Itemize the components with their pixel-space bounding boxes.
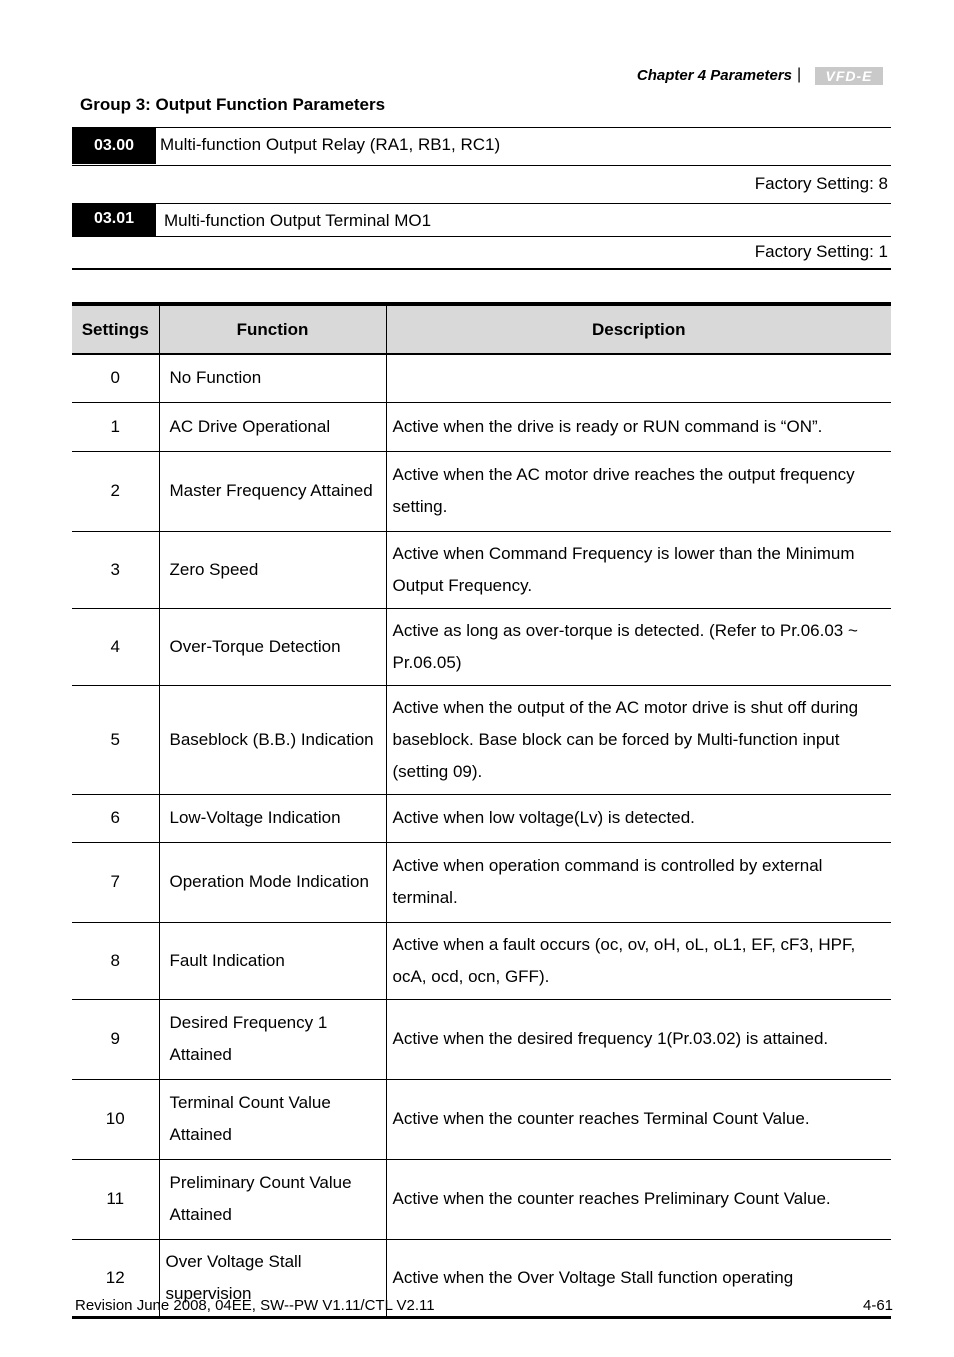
setting-value: 1: [72, 402, 159, 451]
settings-table: [72, 302, 894, 1319]
table-row: [72, 842, 891, 922]
function-name: No Function: [159, 354, 386, 402]
setting-value: 10: [72, 1079, 159, 1159]
param-code-0301: 03.01: [72, 204, 156, 236]
group-title: Group 3: Output Function Parameters: [80, 95, 386, 114]
param-code-0300: 03.00: [72, 128, 156, 164]
function-name: Fault Indication: [159, 922, 386, 999]
setting-value: 7: [72, 842, 159, 922]
header-settings: Settings: [72, 304, 159, 354]
param-name-0300: Multi-function Output Relay (RA1, RB1, RC1): [160, 135, 501, 154]
function-name: Baseblock (B.B.) Indication: [159, 685, 386, 794]
description: Active when operation command is controlled by external terminal.: [386, 842, 891, 922]
divider: [72, 165, 891, 166]
function-name: Operation Mode Indication: [159, 842, 386, 922]
divider: [72, 236, 891, 237]
function-name: Terminal Count Value Attained: [159, 1079, 386, 1159]
function-name: Over-Torque Detection: [159, 608, 386, 685]
description: Active when the desired frequency 1(Pr.03.02) is attained.: [386, 999, 891, 1079]
factory-setting-0301: Factory Setting: 1: [754, 242, 888, 261]
setting-value: 12: [72, 1239, 159, 1317]
vfd-e-logo: VFD-E: [815, 67, 883, 85]
description: Active when Command Frequency is lower than the Minimum Output Frequency.: [386, 531, 891, 608]
table-row: [72, 1159, 891, 1239]
description: Active when the counter reaches Terminal Count Value.: [386, 1079, 891, 1159]
table-header-row: [72, 304, 891, 354]
table-row: [72, 608, 891, 685]
function-name: Low-Voltage Indication: [159, 794, 386, 842]
setting-value: 0: [72, 354, 159, 402]
table-row: [72, 451, 891, 531]
table-row: [72, 922, 891, 999]
setting-value: 4: [72, 608, 159, 685]
header-description: Description: [386, 304, 891, 354]
description: Active when the counter reaches Preliminary Count Value.: [386, 1159, 891, 1239]
setting-value: 6: [72, 794, 159, 842]
revision-footer: Revision June 2008, 04EE, SW--PW V1.11/CTL V2.11: [75, 1297, 435, 1314]
chapter-header: Chapter 4 Parameters: [636, 67, 792, 84]
description: Active when a fault occurs (oc, ov, oH, oL, oL1, EF, cF3, HPF, ocA, ocd, ocn, GFF).: [386, 922, 891, 999]
table-row: [72, 531, 891, 608]
table-row: [72, 794, 891, 842]
setting-value: 3: [72, 531, 159, 608]
description: Active when the Over Voltage Stall function operating: [386, 1239, 891, 1317]
function-name: Over Voltage Stall supervision: [159, 1239, 386, 1317]
table-row: [72, 402, 891, 451]
table-row: [72, 1079, 891, 1159]
function-name: Zero Speed: [159, 531, 386, 608]
description: Active as long as over-torque is detected. (Refer to Pr.06.03 ~ Pr.06.05): [386, 608, 891, 685]
page-number: 4-61: [863, 1297, 894, 1314]
description: [386, 354, 891, 402]
setting-value: 11: [72, 1159, 159, 1239]
description: Active when the output of the AC motor drive is shut off during baseblock. Base block can be forced by Multi-function input (setting 09).: [386, 685, 891, 794]
description: Active when low voltage(Lv) is detected.: [386, 794, 891, 842]
divider: [72, 203, 891, 204]
description: Active when the drive is ready or RUN command is “ON”.: [386, 402, 891, 451]
header-function: Function: [159, 304, 386, 354]
factory-setting-0300: Factory Setting: 8: [754, 174, 888, 193]
setting-value: 8: [72, 922, 159, 999]
divider: [72, 127, 891, 128]
header-separator: |: [797, 66, 802, 83]
description: Active when the AC motor drive reaches the output frequency setting.: [386, 451, 891, 531]
setting-value: 2: [72, 451, 159, 531]
divider: [72, 268, 891, 270]
function-name: Desired Frequency 1 Attained: [159, 999, 386, 1079]
table-row: [72, 685, 891, 794]
setting-value: 5: [72, 685, 159, 794]
param-name-0301: Multi-function Output Terminal MO1: [164, 211, 432, 230]
table-row: [72, 354, 891, 402]
table-row: [72, 999, 891, 1079]
setting-value: 9: [72, 999, 159, 1079]
function-name: AC Drive Operational: [159, 402, 386, 451]
function-name: Master Frequency Attained: [159, 451, 386, 531]
function-name: Preliminary Count Value Attained: [159, 1159, 386, 1239]
